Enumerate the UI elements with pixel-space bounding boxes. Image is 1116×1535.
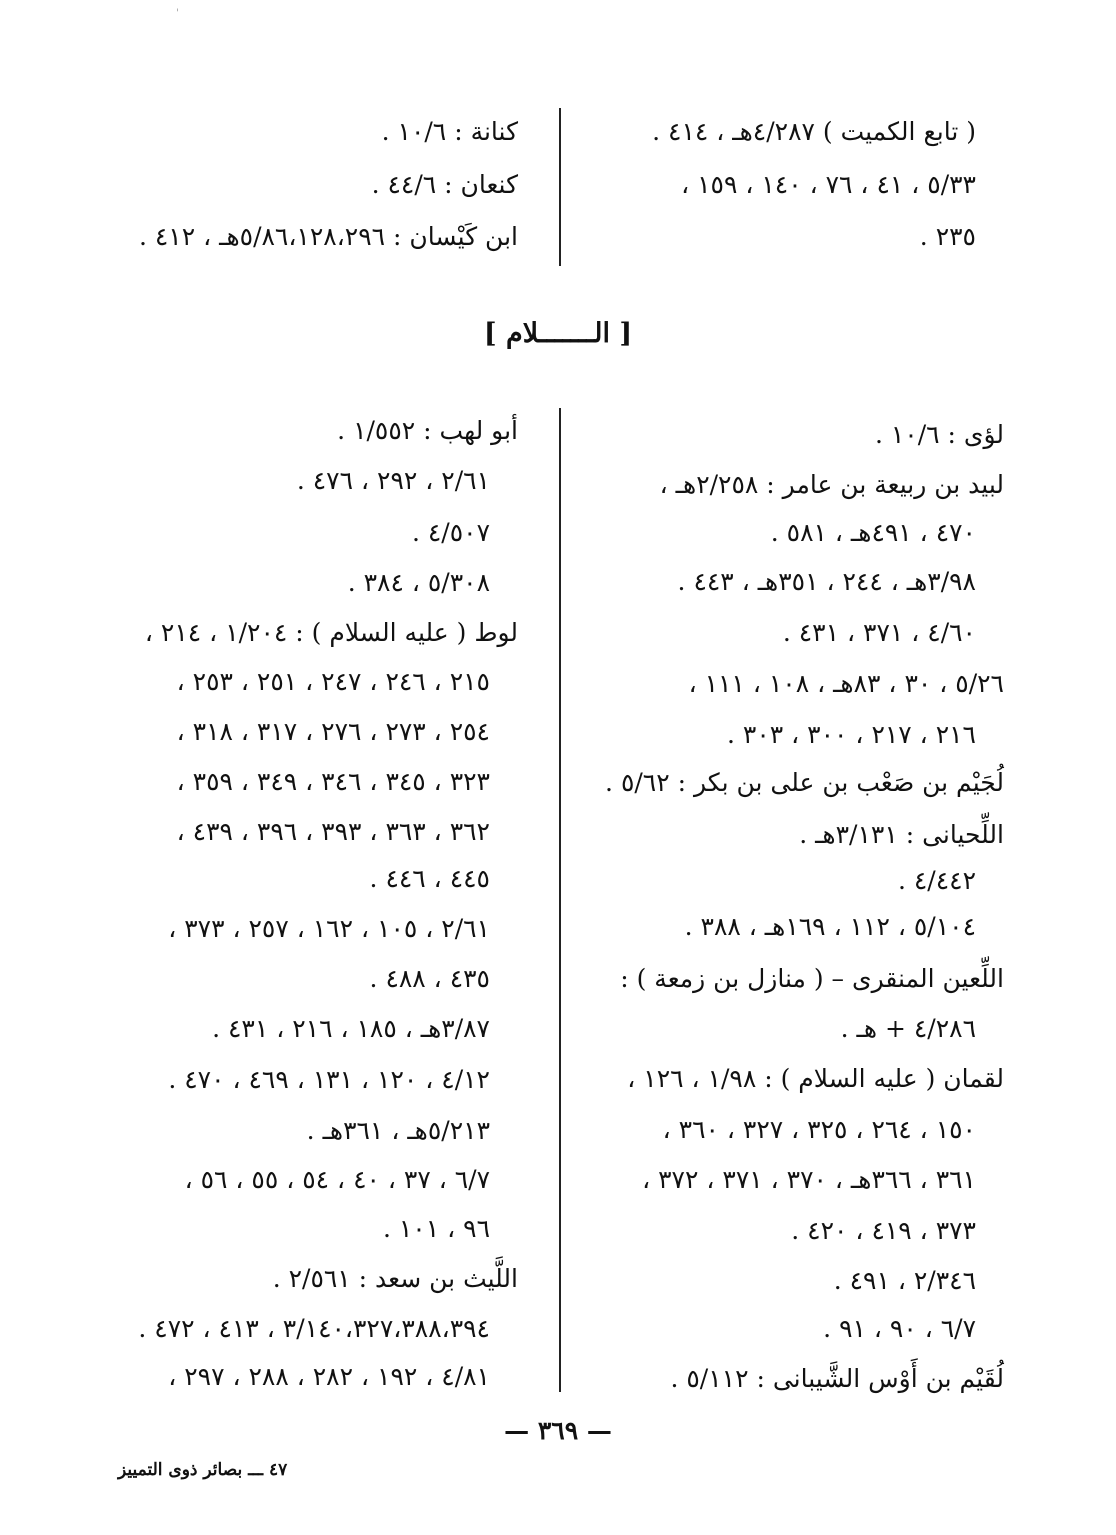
section-heading: [ الـــــــلام ] [483, 318, 633, 349]
index-entry: لوط ( عليه السلام ) : ١/٢٠٤ ، ٢١٤ ، [144, 618, 518, 647]
printer-signature: ٤٧ ـــ بصائر ذوى التمييز [118, 1460, 288, 1480]
top-column-divider [559, 108, 561, 266]
index-entry: اللِّحيانى : ٣/١٣١هـ . [799, 820, 1004, 849]
index-entry: ٢/٦١ ، ١٠٥ ، ١٦٢ ، ٢٥٧ ، ٣٧٣ ، [168, 914, 490, 943]
index-entry: ٤٤٥ ، ٤٤٦ . [369, 864, 490, 893]
index-entry: ١٥٠ ، ٢٦٤ ، ٣٢٥ ، ٣٢٧ ، ٣٦٠ ، [662, 1115, 976, 1144]
index-entry: ٥/٢١٣هـ ، ٣٦١هـ . [306, 1116, 490, 1145]
index-entry: ٤/١٢ ، ١٢٠ ، ١٣١ ، ٤٦٩ ، ٤٧٠ . [168, 1065, 490, 1094]
index-entry: ( تابع الكميت ) ٤/٢٨٧هـ ، ٤١٤ . [652, 117, 976, 146]
index-entry: ٢/٦١ ، ٢٩٢ ، ٤٧٦ . [296, 466, 490, 495]
index-entry: ٣٦١ ، ٣٦٦هـ ، ٣٧٠ ، ٣٧١ ، ٣٧٢ ، [642, 1165, 976, 1194]
index-entry: لُقَيْم بن أَوْس الشَّيبانى : ٥/١١٢ . [670, 1364, 1004, 1393]
index-entry: ٦/٧ ، ٩٠ ، ٩١ . [823, 1314, 976, 1343]
main-column-divider [559, 408, 561, 1392]
index-entry: كنانة : ١٠/٦ . [381, 117, 518, 146]
stray-mark: ' [176, 8, 179, 19]
index-entry: ٢٥٤ ، ٢٧٣ ، ٢٧٦ ، ٣١٧ ، ٣١٨ ، [176, 717, 490, 746]
index-entry: ٢١٦ ، ٢١٧ ، ٣٠٠ ، ٣٠٣ . [727, 720, 976, 749]
index-entry: ٥/٣٠٨ ، ٣٨٤ . [347, 568, 490, 597]
page-number: — ٣٦٩ — [504, 1416, 612, 1445]
index-entry: ٤/٢٨٦ + هـ . [840, 1014, 976, 1043]
index-entry: ٣/٨٧هـ ، ١٨٥ ، ٢١٦ ، ٤٣١ . [212, 1014, 490, 1043]
index-entry: اللَّيث بن سعد : ٢/٥٦١ . [272, 1264, 518, 1293]
index-entry: ٩٦ ، ١٠١ . [382, 1214, 490, 1243]
index-entry: ٢١٥ ، ٢٤٦ ، ٢٤٧ ، ٢٥١ ، ٢٥٣ ، [176, 667, 490, 696]
index-entry: ٤/٦٠ ، ٣٧١ ، ٤٣١ . [782, 618, 976, 647]
index-entry: كنعان : ٤٤/٦ . [371, 170, 518, 199]
index-entry: ٢٣٥ . [919, 222, 976, 251]
index-entry: لُجَيْم بن صَعْب بن على بن بكر : ٥/٦٢ . [605, 768, 1004, 797]
index-entry: ٥/٢٦ ، ٣٠ ، ٨٣هـ ، ١٠٨ ، ١١١ ، [688, 669, 1004, 698]
index-entry: اللِّعين المنقرى – ( منازل بن زمعة ) : [620, 964, 1004, 993]
index-entry: ٣٢٣ ، ٣٤٥ ، ٣٤٦ ، ٣٤٩ ، ٣٥٩ ، [176, 767, 490, 796]
index-entry: ٤٣٥ ، ٤٨٨ . [369, 964, 490, 993]
index-entry: لؤى : ١٠/٦ . [874, 420, 1004, 449]
index-entry: ٤/٨١ ، ١٩٢ ، ٢٨٢ ، ٢٨٨ ، ٢٩٧ ، [168, 1362, 490, 1391]
index-entry: ٣٧٣ ، ٤١٩ ، ٤٢٠ . [791, 1216, 976, 1245]
index-entry: لبيد بن ربيعة بن عامر : ٢/٢٥٨هـ ، [659, 470, 1004, 499]
index-entry: لقمان ( عليه السلام ) : ١/٩٨ ، ١٢٦ ، [627, 1064, 1004, 1093]
index-entry: ٥/٣٣ ، ٤١ ، ٧٦ ، ١٤٠ ، ١٥٩ ، [681, 170, 976, 199]
index-entry: ٤٧٠ ، ٤٩١هـ ، ٥٨١ . [770, 518, 976, 547]
index-entry: ابن كَيْسان : ٥/٨٦،١٢٨،٢٩٦هـ ، ٤١٢ . [138, 222, 518, 251]
index-entry: ٣/١٤٠،٣٢٧،٣٨٨،٣٩٤ ، ٤١٣ ، ٤٧٢ . [138, 1314, 490, 1343]
index-entry: ٥/١٠٤ ، ١١٢ ، ١٦٩هـ ، ٣٨٨ . [684, 912, 976, 941]
index-entry: ٣٦٢ ، ٣٦٣ ، ٣٩٣ ، ٣٩٦ ، ٤٣٩ ، [176, 817, 490, 846]
index-entry: ٦/٧ ، ٣٧ ، ٤٠ ، ٥٤ ، ٥٥ ، ٥٦ ، [184, 1165, 490, 1194]
index-entry: ٢/٣٤٦ ، ٤٩١ . [833, 1266, 976, 1295]
index-entry: ٤/٤٤٢ . [897, 866, 976, 895]
index-entry: ٤/٥٠٧ . [411, 518, 490, 547]
index-entry: ٣/٩٨هـ ، ٢٤٤ ، ٣٥١هـ ، ٤٤٣ . [677, 567, 976, 596]
index-entry: أبو لهب : ١/٥٥٢ . [337, 416, 518, 445]
